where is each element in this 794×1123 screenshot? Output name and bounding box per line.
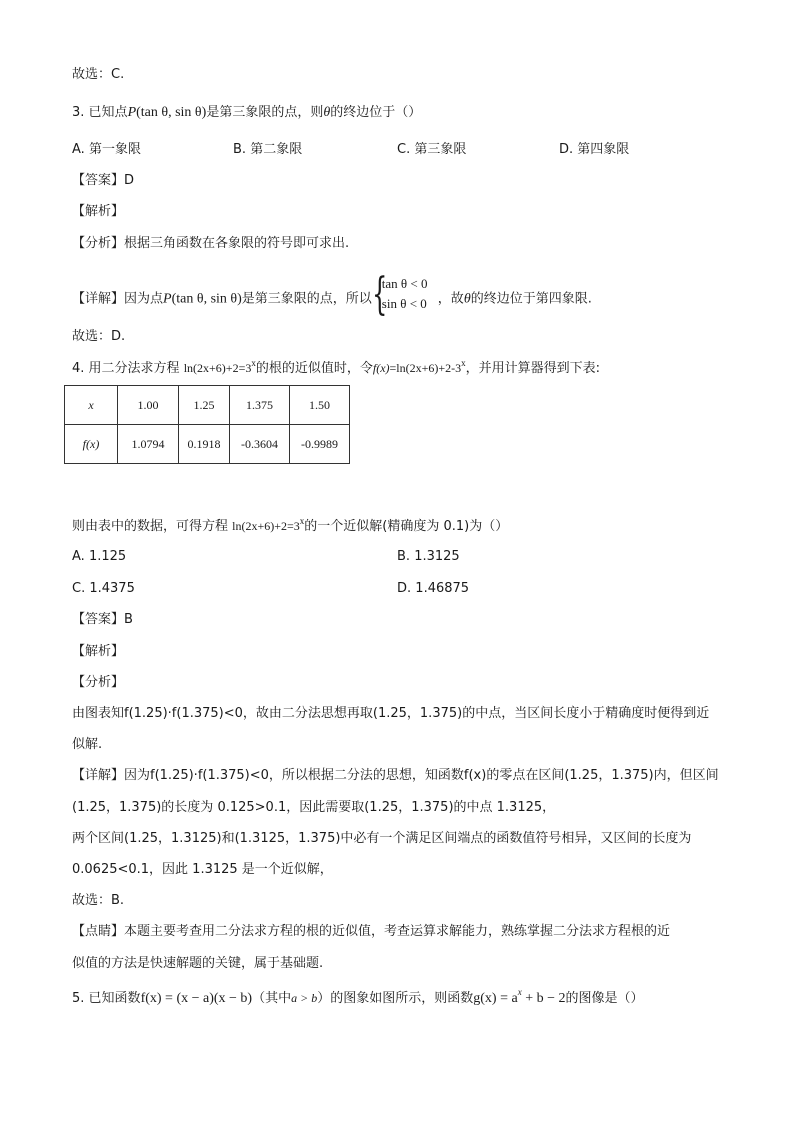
table-cell: 1.50 bbox=[290, 386, 350, 425]
table-cell: -0.3604 bbox=[230, 425, 290, 464]
table-cell: f(x) bbox=[65, 425, 118, 464]
q4-comment-line1: 【点睛】本题主要考查用二分法求方程的根的近似值，考查运算求解能力，熟练掌握二分法求方程根的近 bbox=[72, 924, 671, 939]
q3-option-b: B. 第二象限 bbox=[233, 142, 303, 157]
q3-fenxi: 【分析】根据三角函数在各象限的符号即可求出. bbox=[72, 236, 350, 251]
q3-stem: 3. 已知点P(tan θ, sin θ)是第三象限的点，则θ的终边位于（） bbox=[72, 105, 422, 120]
q4-detail-line3: 两个区间(1.25，1.3125)和(1.3125，1.375)中必有一个满足区间端点的函数值符号相异，又区间的长度为 bbox=[72, 831, 692, 846]
q4-value-table bbox=[64, 385, 350, 464]
q4-fenxi-line1: 由图表知f(1.25)·f(1.375)<0，故由二分法思想再取(1.25，1.375)的中点，当区间长度小于精确度时便得到近 bbox=[72, 706, 710, 721]
q4-fenxi-line2: 似解. bbox=[72, 737, 103, 752]
q4-comment-line2: 似值的方法是快速解题的关键，属于基础题. bbox=[72, 956, 324, 971]
table-row bbox=[65, 386, 350, 425]
q4-pick: 故选：B. bbox=[72, 893, 125, 908]
q2-pick: 故选：C. bbox=[72, 67, 125, 82]
q3-pick: 故选：D. bbox=[72, 329, 126, 344]
q4-number: 4. bbox=[72, 361, 85, 376]
table-cell: 1.375 bbox=[230, 386, 290, 425]
answer-tag: 【答案】 bbox=[72, 173, 125, 188]
q3-number: 3. bbox=[72, 105, 85, 120]
q5-stem: 5. 已知函数f(x) = (x − a)(x − b)（其中a > b）的图象如图所示，则函数$g(x) = a^x + b - 2$的图像是（） bbox=[72, 987, 644, 1006]
table-row bbox=[65, 425, 350, 464]
q3-detail: 【详解】因为点P(tan θ, sin θ)是第三象限的点，所以 { tan θ < 0 sin θ < 0 ，故θ的终边位于第四象限. bbox=[72, 269, 592, 320]
table-cell: x bbox=[65, 386, 118, 425]
q4-fenxi-tag: 【分析】 bbox=[72, 675, 125, 690]
table-cell: 1.00 bbox=[118, 386, 179, 425]
q4-detail-line2: (1.25，1.375)的长度为 0.125>0.1，因此需要取(1.25，1.375)的中点 1.3125， bbox=[72, 800, 556, 815]
answer-tag: 【答案】 bbox=[72, 612, 125, 627]
q4-stem: 4. 用二分法求方程 $\ln(2x+6)+2=3^x$的根的近似值时，令$f(x)=\ln(2x+6)+2-3^x$，并用计算器得到下表: bbox=[72, 358, 601, 376]
q3-analysis-tag: 【解析】 bbox=[72, 204, 125, 219]
q3-option-d: D. 第四象限 bbox=[559, 142, 630, 157]
q3-option-a: A. 第一象限 bbox=[72, 142, 141, 157]
table-cell: -0.9989 bbox=[290, 425, 350, 464]
q4-ask: 则由表中的数据，可得方程 $\ln(2x+6)+2=3^x$的一个近似解(精确度为 0.1)为（） bbox=[72, 516, 509, 534]
q4-option-a: A. 1.125 bbox=[72, 549, 127, 564]
q4-answer: 【答案】B bbox=[72, 612, 133, 627]
q4-option-d: D. 1.46875 bbox=[397, 581, 470, 596]
q4-option-b: B. 1.3125 bbox=[397, 549, 460, 564]
table-cell: 0.1918 bbox=[179, 425, 230, 464]
q4-analysis-tag: 【解析】 bbox=[72, 644, 125, 659]
table-cell: 1.25 bbox=[179, 386, 230, 425]
q3-answer: 【答案】D bbox=[72, 173, 135, 188]
q4-option-c: C. 1.4375 bbox=[72, 581, 135, 596]
q3-condition-system: { tan θ < 0 sin θ < 0 bbox=[371, 269, 428, 320]
q5-number: 5. bbox=[72, 991, 85, 1006]
table-cell: 1.0794 bbox=[118, 425, 179, 464]
q3-option-c: C. 第三象限 bbox=[397, 142, 467, 157]
q4-detail-line4: 0.0625<0.1，因此 1.3125 是一个近似解， bbox=[72, 862, 333, 877]
q4-detail-line1: 【详解】因为f(1.25)·f(1.375)<0，所以根据二分法的思想，知函数f(x)的零点在区间(1.25，1.375)内，但区间 bbox=[72, 768, 719, 783]
